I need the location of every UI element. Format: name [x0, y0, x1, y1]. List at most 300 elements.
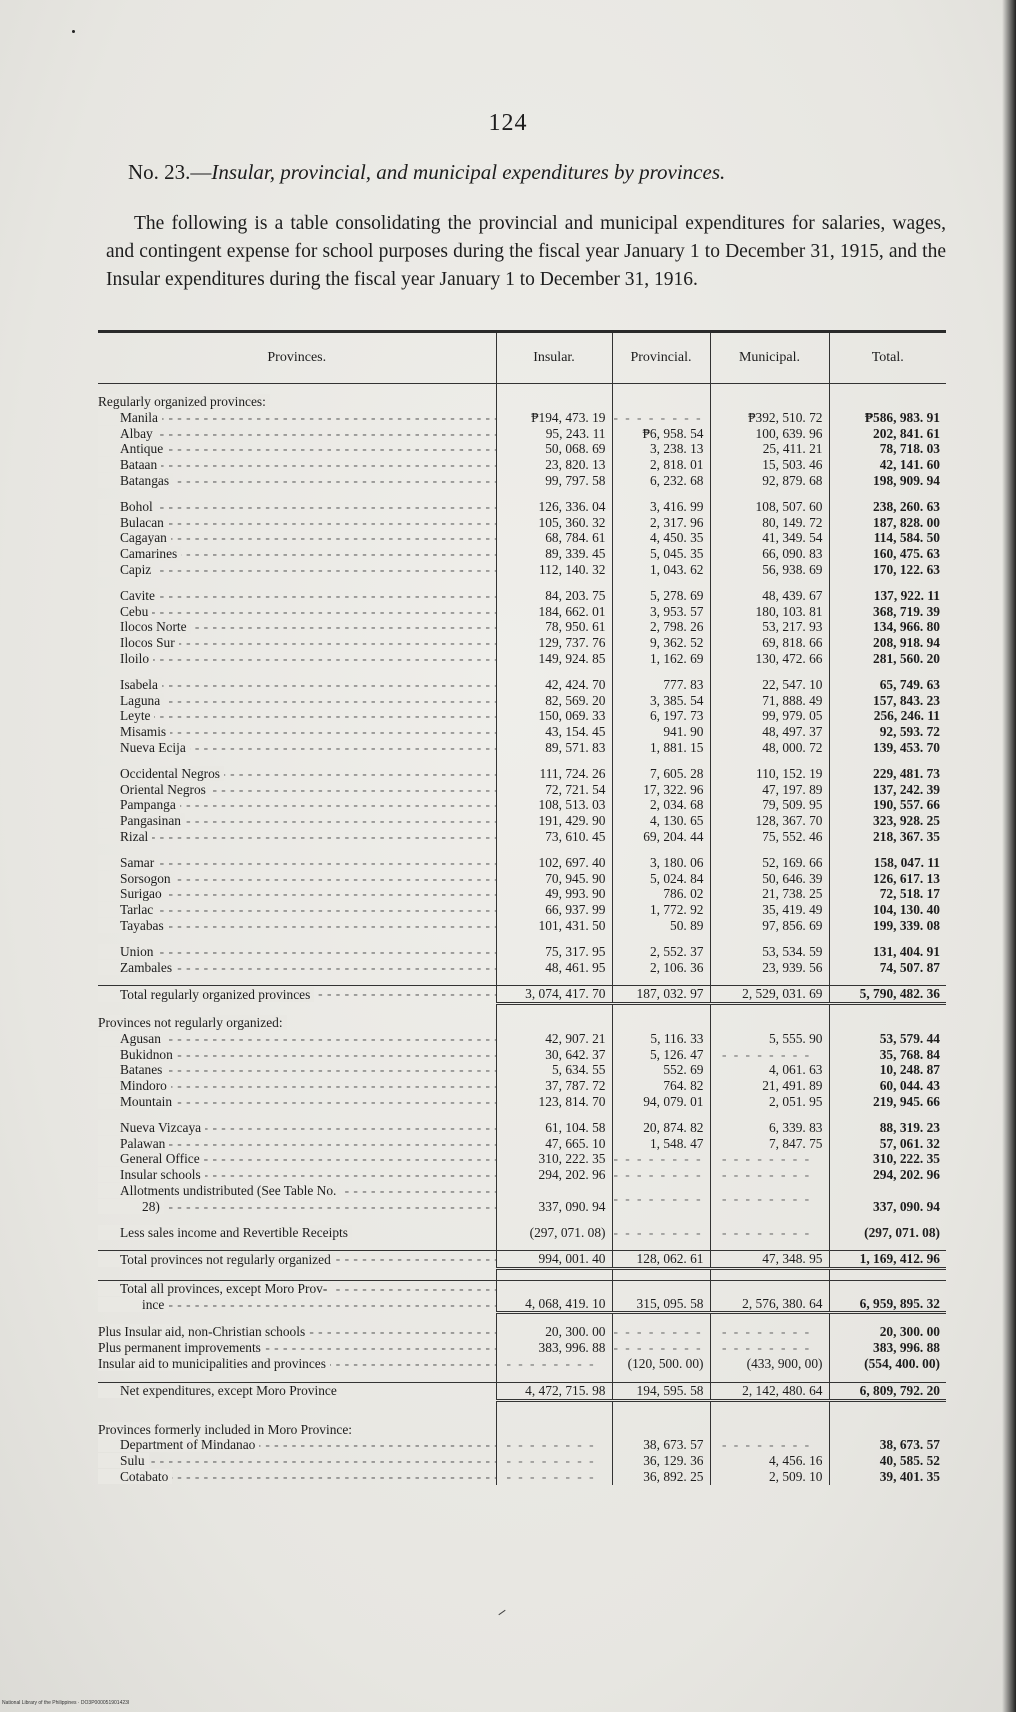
row-spacer [98, 667, 946, 677]
cell-municipal: 21, 738. 25 [710, 886, 829, 902]
row-label [98, 740, 496, 756]
cell-total: 190, 557. 66 [829, 797, 946, 813]
cell-provincial: 2, 798. 26 [612, 619, 710, 635]
row-spacer [98, 1412, 946, 1422]
row-label-text: Plus permanent improvements [98, 1340, 265, 1355]
cell-municipal-empty: - - - - - - - - [710, 1167, 829, 1183]
row-label-text: Misamis [98, 724, 170, 739]
row-label-text: Cavite [98, 588, 159, 603]
cell-municipal: 52, 169. 66 [710, 855, 829, 871]
row-label [98, 944, 496, 960]
cell-municipal: 53, 217. 93 [710, 619, 829, 635]
cell-total: 38, 673. 57 [829, 1437, 946, 1453]
row-label-line2: ince [98, 1297, 168, 1312]
row-label-text: Sorsogon [98, 871, 175, 886]
row-label-text: Department of Mindanao [98, 1437, 259, 1452]
cell-total: 238, 260. 63 [829, 499, 946, 515]
cell-insular-empty: - - - - - - - - [496, 1437, 612, 1453]
cell-total: 137, 922. 11 [829, 588, 946, 604]
cell-insular: 20, 300. 00 [496, 1324, 612, 1340]
cell-municipal: 56, 938. 69 [710, 562, 829, 578]
row-label [98, 1167, 496, 1183]
cell-insular-empty: - - - - - - - - [496, 1469, 612, 1485]
cell-insular: 42, 424. 70 [496, 677, 612, 693]
row-label [98, 708, 496, 724]
row-label [98, 1047, 496, 1063]
row-label-text: Camarines [98, 546, 181, 561]
cell-insular: ₱194, 473. 19 [496, 410, 612, 426]
cell-municipal: 7, 847. 75 [710, 1136, 829, 1152]
table-row [98, 410, 946, 426]
row-label [98, 635, 496, 651]
row-label-text: Bulacan [98, 515, 168, 530]
row-label [98, 1062, 496, 1078]
row-label [98, 457, 496, 473]
table-row [98, 1340, 946, 1356]
col-header-municipal: Municipal. [710, 333, 829, 384]
cell-provincial: 6, 232. 68 [612, 473, 710, 489]
cell-total: 170, 122. 63 [829, 562, 946, 578]
table-row [98, 1437, 946, 1453]
cell-total: 256, 246. 11 [829, 708, 946, 724]
cell-total: 219, 945. 66 [829, 1094, 946, 1110]
cell-total: 158, 047. 11 [829, 855, 946, 871]
table-row [98, 871, 946, 887]
table-row [98, 441, 946, 457]
cell-total: 39, 401. 35 [829, 1469, 946, 1485]
cell-provincial: 764. 82 [612, 1078, 710, 1094]
cell-total: 92, 593. 72 [829, 724, 946, 740]
cell-insular: 4, 472, 715. 98 [496, 1382, 612, 1400]
cell-insular: 50, 068. 69 [496, 441, 612, 457]
cell-municipal: 92, 879. 68 [710, 473, 829, 489]
cell-municipal: 48, 497. 37 [710, 724, 829, 740]
row-label [98, 530, 496, 546]
cell-total: 137, 242. 39 [829, 782, 946, 798]
cell-insular: 42, 907. 21 [496, 1031, 612, 1047]
row-label [98, 1356, 496, 1372]
row-label-text: Cebu [98, 604, 152, 619]
cell-provincial: 5, 116. 33 [612, 1031, 710, 1047]
cell-insular: 66, 937. 99 [496, 902, 612, 918]
row-label-text: Cotabato [98, 1469, 172, 1484]
row-label-text: Tayabas [98, 918, 168, 933]
expenditures-table [98, 333, 946, 1485]
cell-provincial: 50. 89 [612, 918, 710, 934]
cell-total: 281, 560. 20 [829, 651, 946, 667]
cell-insular: 184, 662. 01 [496, 604, 612, 620]
row-label-text: Manila [98, 410, 162, 425]
cell-municipal: 48, 439. 67 [710, 588, 829, 604]
row-label [98, 562, 496, 578]
table-row [98, 1120, 946, 1136]
row-label [98, 871, 496, 887]
row-label [98, 886, 496, 902]
cell-municipal: 35, 419. 49 [710, 902, 829, 918]
cell-total: 10, 248. 87 [829, 1062, 946, 1078]
table-body [98, 394, 946, 1485]
cell-insular: 47, 665. 10 [496, 1136, 612, 1152]
cell-provincial-empty: - - - - - - - - [612, 1151, 710, 1167]
cell-total: 35, 768. 84 [829, 1047, 946, 1063]
cell-municipal: 53, 534. 59 [710, 944, 829, 960]
cell-provincial: 5, 024. 84 [612, 871, 710, 887]
cell-provincial: 4, 130. 65 [612, 813, 710, 829]
table-row [98, 1167, 946, 1183]
cell-provincial: 3, 180. 06 [612, 855, 710, 871]
section-heading-label: Regularly organized provinces: [98, 394, 270, 409]
cell-insular: 150, 069. 33 [496, 708, 612, 724]
cell-provincial-empty: - - - - - - - - [612, 410, 710, 426]
table-row [98, 1047, 946, 1063]
cell-provincial: 69, 204. 44 [612, 829, 710, 845]
table-row [98, 740, 946, 756]
cell-total: (554, 400. 00) [829, 1356, 946, 1372]
cell-provincial: 3, 416. 99 [612, 499, 710, 515]
row-label-text: Ilocos Norte [98, 619, 191, 634]
cell-insular-empty: - - - - - - - - [496, 1453, 612, 1469]
cell-insular: 994, 001. 40 [496, 1251, 612, 1269]
row-label-text: Pangasinan [98, 813, 185, 828]
cell-insular: 70, 945. 90 [496, 871, 612, 887]
cell-provincial: 7, 605. 28 [612, 766, 710, 782]
cell-provincial: 9, 362. 52 [612, 635, 710, 651]
cell-provincial: 786. 02 [612, 886, 710, 902]
cell-insular: 123, 814. 70 [496, 1094, 612, 1110]
cell-total: 131, 404. 91 [829, 944, 946, 960]
table-row [98, 886, 946, 902]
row-label-line2: 28) [98, 1199, 164, 1214]
table-row [98, 1356, 946, 1372]
row-label [98, 1120, 496, 1136]
cell-municipal: 2, 529, 031. 69 [710, 986, 829, 1004]
row-spacer [98, 1004, 946, 1016]
cell-provincial: 1, 881. 15 [612, 740, 710, 756]
title-italic: Insular, provincial, and municipal expenditures by provinces. [211, 160, 726, 184]
cell-total: 139, 453. 70 [829, 740, 946, 756]
row-label-text: Plus Insular aid, non-Christian schools [98, 1324, 309, 1339]
cell-insular-empty: - - - - - - - - [496, 1356, 612, 1372]
cell-municipal-empty: - - - - - - - - [710, 1437, 829, 1453]
cell-insular: 149, 924. 85 [496, 651, 612, 667]
cell-total: 218, 367. 35 [829, 829, 946, 845]
row-spacer [98, 489, 946, 499]
cell-provincial: 5, 278. 69 [612, 588, 710, 604]
cell-total: 126, 617. 13 [829, 871, 946, 887]
cell-provincial: 6, 197. 73 [612, 708, 710, 724]
row-label [98, 724, 496, 740]
cell-total: 104, 130. 40 [829, 902, 946, 918]
cell-provincial: 94, 079. 01 [612, 1094, 710, 1110]
row-label [98, 693, 496, 709]
col-header-provinces: Provinces. [98, 333, 496, 384]
row-spacer [98, 845, 946, 855]
cell-provincial: 2, 552. 37 [612, 944, 710, 960]
row-label [98, 515, 496, 531]
cell-provincial: 2, 317. 96 [612, 515, 710, 531]
cell-municipal: 99, 979. 05 [710, 708, 829, 724]
cell-municipal-empty: - - - - - - - - [710, 1225, 829, 1241]
cell-provincial: 2, 818. 01 [612, 457, 710, 473]
row-label-line1: Total all provinces, except Moro Prov- [98, 1281, 331, 1296]
cell-insular: 102, 697. 40 [496, 855, 612, 871]
table-row [98, 902, 946, 918]
section-heading-label: Provinces formerly included in Moro Province: [98, 1422, 356, 1437]
cell-total: 114, 584. 50 [829, 530, 946, 546]
col-header-provincial: Provincial. [612, 333, 710, 384]
page-title [128, 160, 948, 185]
row-label [98, 1251, 496, 1269]
cell-total: (297, 071. 08) [829, 1225, 946, 1241]
cell-municipal: 80, 149. 72 [710, 515, 829, 531]
row-label-text: General Office [98, 1151, 204, 1166]
row-label-text: Oriental Negros [98, 782, 210, 797]
row-label [98, 1437, 496, 1453]
cell-total: 202, 841. 61 [829, 426, 946, 442]
table-row [98, 588, 946, 604]
row-label [98, 677, 496, 693]
cell-municipal: 47, 348. 95 [710, 1251, 829, 1269]
row-label-text: Ilocos Sur [98, 635, 179, 650]
cell-municipal: (433, 900, 00) [710, 1356, 829, 1372]
col-header-total: Total. [829, 333, 946, 384]
table-row [98, 1031, 946, 1047]
cell-municipal: 79, 509. 95 [710, 797, 829, 813]
row-label [98, 473, 496, 489]
cell-total: 294, 202. 96 [829, 1167, 946, 1183]
cell-total: 368, 719. 39 [829, 604, 946, 620]
cell-insular: 4, 068, 419. 10 [496, 1281, 612, 1313]
cell-insular: 61, 104. 58 [496, 1120, 612, 1136]
cell-municipal: 130, 472. 66 [710, 651, 829, 667]
row-label [98, 829, 496, 845]
cell-insular: 337, 090. 94 [496, 1183, 612, 1215]
cell-provincial: ₱6, 958. 54 [612, 426, 710, 442]
cell-insular: 111, 724. 26 [496, 766, 612, 782]
cell-municipal: 48, 000. 72 [710, 740, 829, 756]
cell-insular: 191, 429. 90 [496, 813, 612, 829]
total-row [98, 1281, 946, 1313]
cell-total: 6, 959, 895. 32 [829, 1281, 946, 1313]
cell-provincial: 20, 874. 82 [612, 1120, 710, 1136]
row-label-text: Agusan [98, 1031, 165, 1046]
table-row [98, 829, 946, 845]
cell-municipal: 69, 818. 66 [710, 635, 829, 651]
row-label [98, 619, 496, 635]
cell-insular: 95, 243. 11 [496, 426, 612, 442]
row-label [98, 588, 496, 604]
table-row [98, 944, 946, 960]
section-heading [98, 1015, 496, 1031]
section-heading-row [98, 1422, 946, 1438]
table-row [98, 473, 946, 489]
cell-total: 229, 481. 73 [829, 766, 946, 782]
cell-provincial: 1, 162. 69 [612, 651, 710, 667]
cell-provincial: 1, 043. 62 [612, 562, 710, 578]
table-row [98, 1324, 946, 1340]
row-spacer [98, 975, 946, 986]
cell-municipal: 22, 547. 10 [710, 677, 829, 693]
cell-municipal: 75, 552. 46 [710, 829, 829, 845]
table-row [98, 426, 946, 442]
cell-total: 88, 319. 23 [829, 1120, 946, 1136]
page-number: 124 [488, 110, 528, 136]
row-label-text: Zambales [98, 960, 176, 975]
cell-total: 208, 918. 94 [829, 635, 946, 651]
cell-provincial: 2, 034. 68 [612, 797, 710, 813]
cell-insular: 68, 784. 61 [496, 530, 612, 546]
table-row [98, 918, 946, 934]
cell-provincial: 941. 90 [612, 724, 710, 740]
cell-total: 53, 579. 44 [829, 1031, 946, 1047]
cell-provincial: 36, 129. 36 [612, 1453, 710, 1469]
row-label [98, 960, 496, 976]
section-heading-label: Provinces not regularly organized: [98, 1015, 287, 1030]
cell-insular: 72, 721. 54 [496, 782, 612, 798]
cell-insular: 383, 996. 88 [496, 1340, 612, 1356]
cell-municipal: 2, 509. 10 [710, 1469, 829, 1485]
row-label [98, 499, 496, 515]
cell-provincial: 2, 106. 36 [612, 960, 710, 976]
cell-total: 134, 966. 80 [829, 619, 946, 635]
row-label-text: Capiz [98, 562, 155, 577]
row-spacer [98, 1372, 946, 1383]
row-spacer [98, 1240, 946, 1251]
total-row [98, 1251, 946, 1269]
cell-insular: 73, 610. 45 [496, 829, 612, 845]
cell-insular: 37, 787. 72 [496, 1078, 612, 1094]
cell-municipal-empty: - - - - - - - - [710, 1047, 829, 1063]
row-label [98, 1078, 496, 1094]
row-label-text: Bohol [98, 499, 157, 514]
table-row [98, 1151, 946, 1167]
row-label-text: Sulu [98, 1453, 149, 1468]
cell-municipal: 4, 456. 16 [710, 1453, 829, 1469]
cell-municipal: 47, 197. 89 [710, 782, 829, 798]
row-label-text: Pampanga [98, 797, 180, 812]
row-label-text: Union [98, 944, 157, 959]
row-label [98, 1382, 496, 1400]
table-row [98, 797, 946, 813]
intro-paragraph: The following is a table consolidating the provincial and municipal expenditures for salaries, wages, and contingent expense for school purposes during the fiscal year January 1 to December 31, 1915, and the Insular expenditures during the fiscal year January 1 to December 31, 1916. [106, 213, 946, 290]
cell-total: 157, 843. 23 [829, 693, 946, 709]
cell-provincial-empty: - - - - - - - - [612, 1183, 710, 1215]
table-row [98, 693, 946, 709]
row-label [98, 1324, 496, 1340]
cell-insular: 112, 140. 32 [496, 562, 612, 578]
cell-provincial: 315, 095. 58 [612, 1281, 710, 1313]
row-label [98, 1453, 496, 1469]
cell-total: 78, 718. 03 [829, 441, 946, 457]
row-label-line1: Allotments undistributed (See Table No. [98, 1183, 340, 1198]
scan-speck [72, 30, 75, 33]
table-row [98, 855, 946, 871]
row-label-text: Isabela [98, 677, 162, 692]
row-spacer [98, 578, 946, 588]
cell-provincial: 3, 238. 13 [612, 441, 710, 457]
row-label [98, 1225, 496, 1241]
table-row [98, 546, 946, 562]
cell-insular: 310, 222. 35 [496, 1151, 612, 1167]
row-label [98, 426, 496, 442]
row-label [98, 651, 496, 667]
section-heading [98, 1422, 496, 1438]
table-row [98, 635, 946, 651]
cell-municipal: 180, 103. 81 [710, 604, 829, 620]
cell-municipal: 4, 061. 63 [710, 1062, 829, 1078]
row-label [98, 782, 496, 798]
section-heading-row [98, 394, 946, 410]
total-row [98, 986, 946, 1004]
row-label-text: Net expenditures, except Moro Province [98, 1383, 341, 1398]
col-header-insular: Insular. [496, 333, 612, 384]
cell-provincial-empty: - - - - - - - - [612, 1167, 710, 1183]
cell-municipal: 97, 856. 69 [710, 918, 829, 934]
row-label-text: Nueva Vizcaya [98, 1120, 205, 1135]
row-label-text: Mindoro [98, 1078, 171, 1093]
row-spacer [98, 1269, 946, 1281]
row-label-text: Less sales income and Revertible Receipts [98, 1225, 352, 1240]
row-label [98, 902, 496, 918]
cell-provincial: 187, 032. 97 [612, 986, 710, 1004]
cell-insular: 129, 737. 76 [496, 635, 612, 651]
row-label [98, 855, 496, 871]
cell-provincial: 5, 045. 35 [612, 546, 710, 562]
table-row [98, 619, 946, 635]
cell-total: 198, 909. 94 [829, 473, 946, 489]
cell-insular: 82, 569. 20 [496, 693, 612, 709]
cell-provincial: 3, 385. 54 [612, 693, 710, 709]
row-label [98, 1151, 496, 1167]
row-label-text: Palawan [98, 1136, 169, 1151]
title-prefix: No. 23.— [128, 160, 212, 184]
cell-municipal: 2, 576, 380. 64 [710, 1281, 829, 1313]
row-label [98, 441, 496, 457]
cell-total: 323, 928. 25 [829, 813, 946, 829]
table-row [98, 1225, 946, 1241]
table-row [98, 1094, 946, 1110]
cell-total: 40, 585. 52 [829, 1453, 946, 1469]
scan-footer: National Library of the Philippines · DO3P000051901423I [2, 1700, 130, 1706]
cell-provincial: 4, 450. 35 [612, 530, 710, 546]
cell-insular: 75, 317. 95 [496, 944, 612, 960]
cell-total: 160, 475. 63 [829, 546, 946, 562]
table-row [98, 1062, 946, 1078]
table-row [98, 724, 946, 740]
row-spacer [98, 1215, 946, 1225]
row-label-text: Albay [98, 426, 157, 441]
cell-total: 20, 300. 00 [829, 1324, 946, 1340]
cell-insular: 101, 431. 50 [496, 918, 612, 934]
cell-municipal: 25, 411. 21 [710, 441, 829, 457]
cell-insular: 78, 950. 61 [496, 619, 612, 635]
cell-insular: 99, 797. 58 [496, 473, 612, 489]
cell-insular: 3, 074, 417. 70 [496, 986, 612, 1004]
row-label-text: Iloilo [98, 651, 153, 666]
row-label [98, 410, 496, 426]
cell-total: 72, 518. 17 [829, 886, 946, 902]
cell-municipal: 71, 888. 49 [710, 693, 829, 709]
cell-insular: (297, 071. 08) [496, 1225, 612, 1241]
cell-municipal-empty: - - - - - - - - [710, 1151, 829, 1167]
cell-insular: 43, 154. 45 [496, 724, 612, 740]
total-row [98, 1382, 946, 1400]
cell-provincial: 1, 772. 92 [612, 902, 710, 918]
row-label-text: Bukidnon [98, 1047, 177, 1062]
cell-provincial: (120, 500. 00) [612, 1356, 710, 1372]
row-label [98, 1183, 496, 1215]
table-row [98, 515, 946, 531]
